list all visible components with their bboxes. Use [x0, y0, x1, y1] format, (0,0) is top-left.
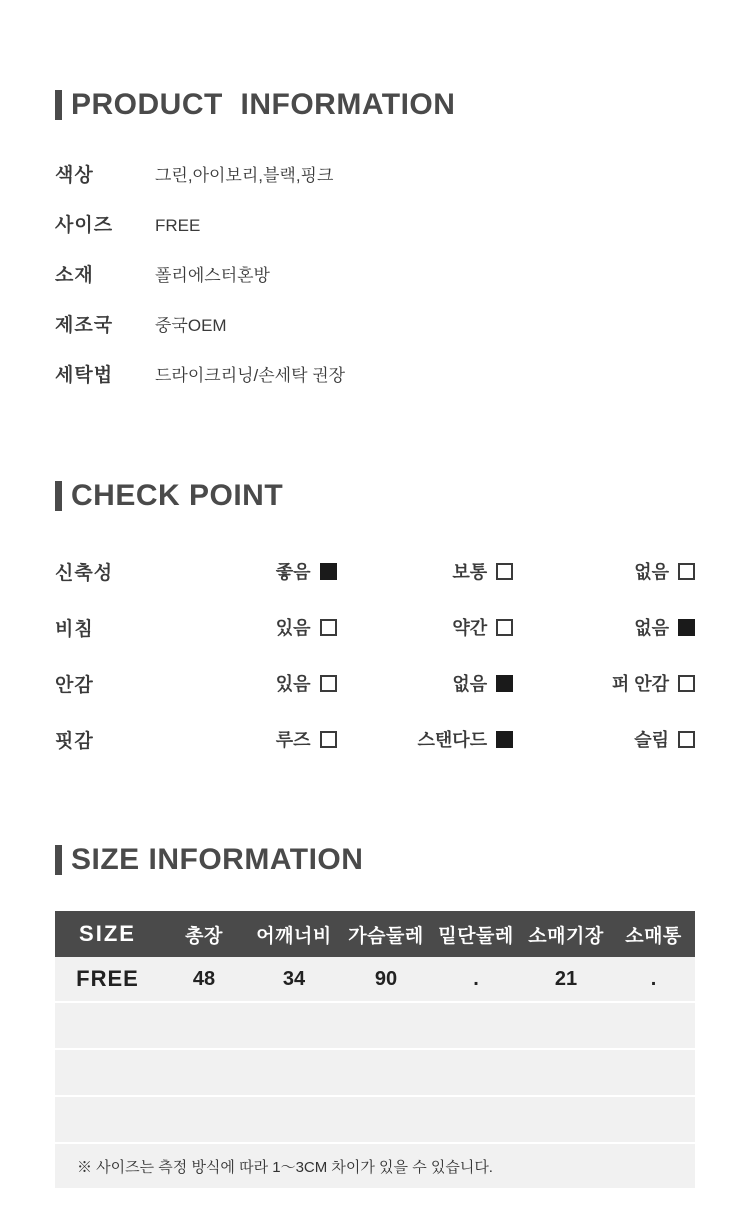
checkbox-icon-checked[interactable] — [496, 731, 513, 748]
size-note: ※ 사이즈는 측정 방식에 따라 1〜3CM 차이가 있을 수 있습니다. — [55, 1144, 695, 1188]
check-option[interactable] — [160, 726, 337, 752]
size-table — [55, 911, 695, 1144]
table-row-empty — [55, 1049, 695, 1096]
check-option-label: 없음 — [634, 562, 669, 582]
product-information-list — [55, 160, 675, 410]
check-option[interactable] — [337, 614, 514, 640]
checkbox-icon[interactable] — [320, 731, 337, 748]
table-cell — [612, 1049, 695, 1096]
info-value: FREE — [155, 216, 201, 235]
check-option[interactable] — [160, 558, 337, 584]
table-header-cell: SIZE — [55, 911, 160, 957]
info-value: 폴리에스터혼방 — [155, 266, 270, 285]
table-cell — [160, 1002, 248, 1049]
list-item — [55, 210, 675, 260]
list-item — [55, 360, 675, 410]
table-row — [55, 957, 695, 1002]
table-header-cell: 가슴둘레 — [340, 911, 432, 957]
check-option-label: 없음 — [452, 674, 488, 694]
list-item — [55, 160, 675, 210]
check-option-label: 슬림 — [634, 730, 669, 750]
info-label: 세탁법 — [55, 365, 114, 386]
table-cell — [340, 1049, 432, 1096]
check-option-label: 약간 — [452, 618, 488, 638]
table-row-empty — [55, 1002, 695, 1049]
table-row-empty — [55, 1096, 695, 1143]
heading-bar-icon — [55, 481, 62, 511]
table-cell: FREE — [55, 957, 160, 1002]
check-option-label: 없음 — [634, 618, 669, 638]
table-cell — [612, 1096, 695, 1143]
table-cell — [520, 1049, 612, 1096]
table-cell — [55, 1002, 160, 1049]
size-information-heading-text: SIZE INFORMATION — [71, 843, 364, 876]
check-option[interactable] — [513, 670, 695, 696]
table-header-cell: 어깨너비 — [248, 911, 340, 957]
check-row-fit — [55, 711, 695, 767]
table-cell: . — [432, 957, 520, 1002]
info-label: 색상 — [55, 165, 94, 186]
check-options — [160, 614, 695, 640]
table-cell — [248, 1002, 340, 1049]
table-cell — [432, 1049, 520, 1096]
table-cell — [612, 1002, 695, 1049]
table-cell — [340, 1002, 432, 1049]
check-row-label: 핏감 — [55, 730, 94, 752]
check-row-label: 비침 — [55, 618, 94, 640]
checkbox-icon[interactable] — [320, 675, 337, 692]
info-value: 중국OEM — [155, 316, 227, 335]
table-header-cell: 밑단둘레 — [432, 911, 520, 957]
heading-bar-icon — [55, 90, 62, 120]
product-information-heading — [55, 90, 455, 120]
check-option[interactable] — [513, 558, 695, 584]
check-option-label: 있음 — [275, 674, 311, 694]
check-option-label: 보통 — [452, 562, 488, 582]
info-label: 소재 — [55, 265, 94, 286]
info-label: 사이즈 — [55, 215, 114, 236]
check-options — [160, 670, 695, 696]
checkbox-icon[interactable] — [678, 563, 695, 580]
table-cell — [55, 1049, 160, 1096]
check-option-label: 스탠다드 — [417, 730, 488, 750]
checkbox-icon[interactable] — [678, 675, 695, 692]
heading-bar-icon — [55, 845, 62, 875]
size-information-heading — [55, 845, 363, 875]
check-point-list — [55, 543, 695, 767]
check-options — [160, 558, 695, 584]
table-header-cell: 소매통 — [612, 911, 695, 957]
checkbox-icon[interactable] — [320, 619, 337, 636]
check-option-label: 루즈 — [275, 730, 311, 750]
check-row-lining — [55, 655, 695, 711]
list-item — [55, 260, 675, 310]
table-cell — [520, 1096, 612, 1143]
table-cell — [248, 1049, 340, 1096]
info-value: 그린,아이보리,블랙,핑크 — [155, 166, 334, 185]
checkbox-icon-checked[interactable] — [320, 563, 337, 580]
check-option[interactable] — [337, 670, 514, 696]
checkbox-icon[interactable] — [496, 563, 513, 580]
checkbox-icon-checked[interactable] — [496, 675, 513, 692]
table-cell: . — [612, 957, 695, 1002]
table-cell: 90 — [340, 957, 432, 1002]
check-row-label: 신축성 — [55, 562, 114, 584]
check-option-label: 있음 — [275, 618, 311, 638]
info-label: 제조국 — [55, 315, 114, 336]
product-information-heading-text: PRODUCT INFORMATION — [71, 88, 456, 121]
table-cell — [55, 1096, 160, 1143]
table-header-row — [55, 911, 695, 957]
list-item — [55, 310, 675, 360]
table-cell — [160, 1096, 248, 1143]
table-cell — [432, 1002, 520, 1049]
check-option[interactable] — [513, 614, 695, 640]
table-cell — [248, 1096, 340, 1143]
check-option[interactable] — [160, 670, 337, 696]
size-table-wrapper — [55, 911, 695, 1188]
table-cell — [160, 1049, 248, 1096]
table-cell — [520, 1002, 612, 1049]
check-point-heading-text: CHECK POINT — [71, 479, 284, 512]
table-cell: 34 — [248, 957, 340, 1002]
check-row-stretch — [55, 543, 695, 599]
check-options — [160, 726, 695, 752]
table-cell — [340, 1096, 432, 1143]
table-header-cell: 총장 — [160, 911, 248, 957]
check-option[interactable] — [337, 726, 514, 752]
table-cell: 48 — [160, 957, 248, 1002]
check-point-heading — [55, 481, 283, 511]
table-cell: 21 — [520, 957, 612, 1002]
check-option[interactable] — [337, 558, 514, 584]
check-row-sheerness — [55, 599, 695, 655]
info-value: 드라이크리닝/손세탁 권장 — [155, 366, 346, 385]
check-option-label: 좋음 — [275, 562, 311, 582]
table-cell — [432, 1096, 520, 1143]
check-option[interactable] — [513, 726, 695, 752]
checkbox-icon[interactable] — [496, 619, 513, 636]
check-row-label: 안감 — [55, 674, 94, 696]
check-option-label: 퍼 안감 — [611, 674, 669, 694]
checkbox-icon-checked[interactable] — [678, 619, 695, 636]
check-option[interactable] — [160, 614, 337, 640]
table-header-cell: 소매기장 — [520, 911, 612, 957]
checkbox-icon[interactable] — [678, 731, 695, 748]
